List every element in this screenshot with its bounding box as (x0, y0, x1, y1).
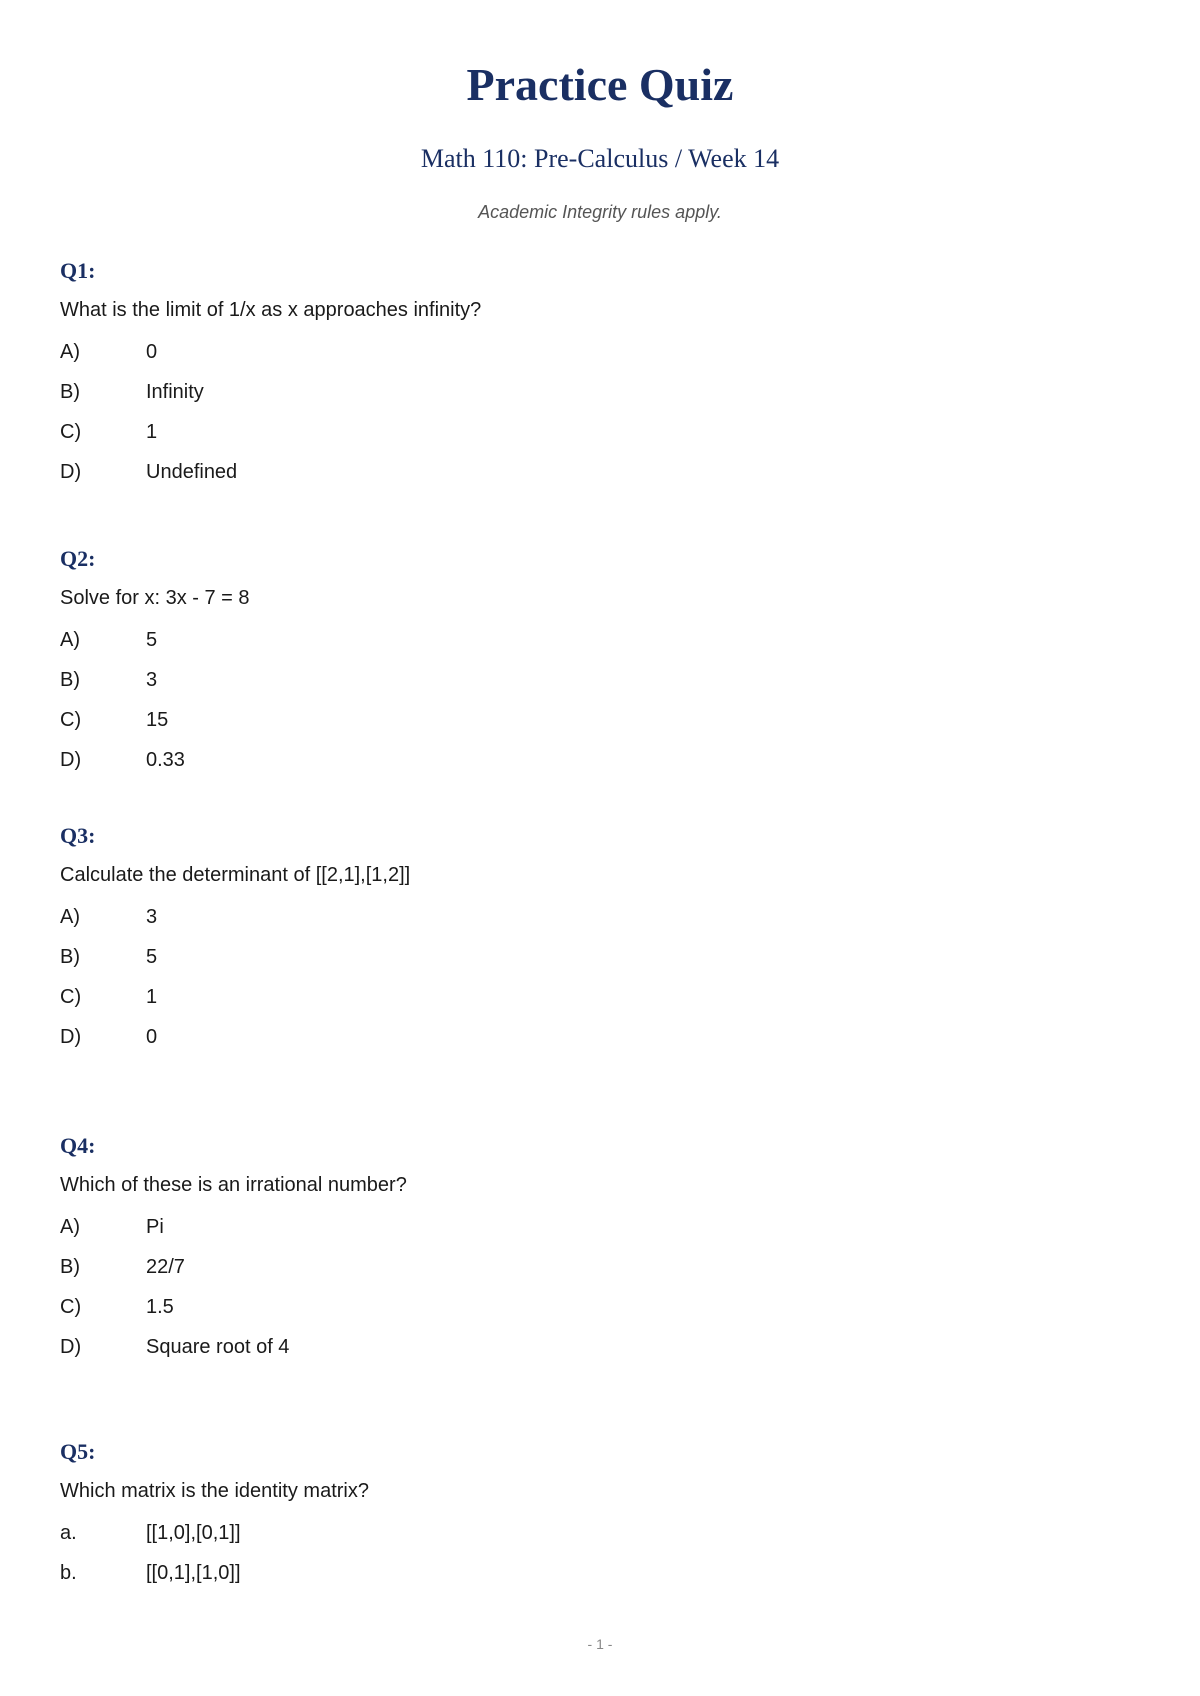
option-row (60, 337, 1140, 377)
question-label: Q2: (60, 546, 96, 571)
page-number: - 1 - (587, 1636, 613, 1652)
option-value: 15 (146, 709, 169, 731)
option-value: 3 (146, 906, 158, 928)
course-subtitle: Math 110: Pre-Calculus / Week 14 (420, 144, 780, 173)
question-label: Q3: (60, 823, 96, 848)
question-label: Q1: (60, 258, 96, 283)
question-text: Which of these is an irrational number? (60, 1174, 407, 1196)
option-letter: B) (60, 1256, 80, 1278)
option-row (60, 1292, 1140, 1332)
option-row (60, 665, 1140, 705)
option-letter: B) (60, 946, 80, 968)
question-label: Q4: (60, 1133, 96, 1158)
option-value: Square root of 4 (146, 1336, 290, 1358)
question-text: What is the limit of 1/x as x approaches infinity? (60, 299, 482, 321)
option-letter: B) (60, 669, 80, 691)
option-value: 3 (146, 669, 158, 691)
question-2 (60, 543, 1140, 785)
option-letter: D) (60, 1336, 82, 1358)
option-letter: A) (60, 629, 80, 651)
option-row (60, 457, 1140, 497)
option-letter: A) (60, 1216, 80, 1238)
option-row (60, 705, 1140, 745)
option-value: 5 (146, 946, 158, 968)
question-1 (60, 255, 1140, 497)
option-row (60, 377, 1140, 417)
option-value: 0 (146, 1026, 158, 1048)
question-text: Which matrix is the identity matrix? (60, 1480, 369, 1502)
option-value: 22/7 (146, 1256, 185, 1278)
option-value: 1 (146, 421, 158, 443)
option-letter: B) (60, 381, 80, 403)
option-letter: C) (60, 986, 82, 1008)
option-value: 0 (146, 341, 158, 363)
option-row (60, 745, 1140, 785)
question-5 (60, 1436, 1140, 1598)
option-value: 1.5 (146, 1296, 174, 1318)
option-letter: b. (60, 1562, 77, 1584)
option-value: Infinity (146, 381, 204, 403)
option-letter: D) (60, 461, 82, 483)
option-row (60, 982, 1140, 1022)
option-row (60, 1558, 1140, 1598)
option-row (60, 1252, 1140, 1292)
integrity-notice: Academic Integrity rules apply. (478, 202, 722, 222)
question-label: Q5: (60, 1439, 96, 1464)
option-letter: D) (60, 1026, 82, 1048)
option-row (60, 625, 1140, 665)
option-letter: a. (60, 1522, 77, 1544)
option-value: 1 (146, 986, 158, 1008)
option-letter: C) (60, 421, 82, 443)
option-row (60, 1518, 1140, 1558)
option-letter: C) (60, 709, 82, 731)
option-value: [[1,0],[0,1]] (146, 1522, 241, 1544)
option-row (60, 902, 1140, 942)
option-row (60, 1212, 1140, 1252)
question-4 (60, 1130, 1140, 1372)
question-text: Calculate the determinant of [[2,1],[1,2]] (60, 864, 411, 886)
option-value: 5 (146, 629, 158, 651)
option-row (60, 417, 1140, 457)
option-value: 0.33 (146, 749, 185, 771)
option-row (60, 1022, 1140, 1062)
option-row (60, 942, 1140, 982)
page-title: Practice Quiz (466, 59, 734, 110)
option-letter: C) (60, 1296, 82, 1318)
option-letter: A) (60, 906, 80, 928)
question-text: Solve for x: 3x - 7 = 8 (60, 587, 250, 609)
option-letter: A) (60, 341, 80, 363)
option-value: [[0,1],[1,0]] (146, 1562, 241, 1584)
option-value: Undefined (146, 461, 238, 483)
option-value: Pi (146, 1216, 164, 1238)
question-3 (60, 820, 1140, 1062)
option-letter: D) (60, 749, 82, 771)
option-row (60, 1332, 1140, 1372)
